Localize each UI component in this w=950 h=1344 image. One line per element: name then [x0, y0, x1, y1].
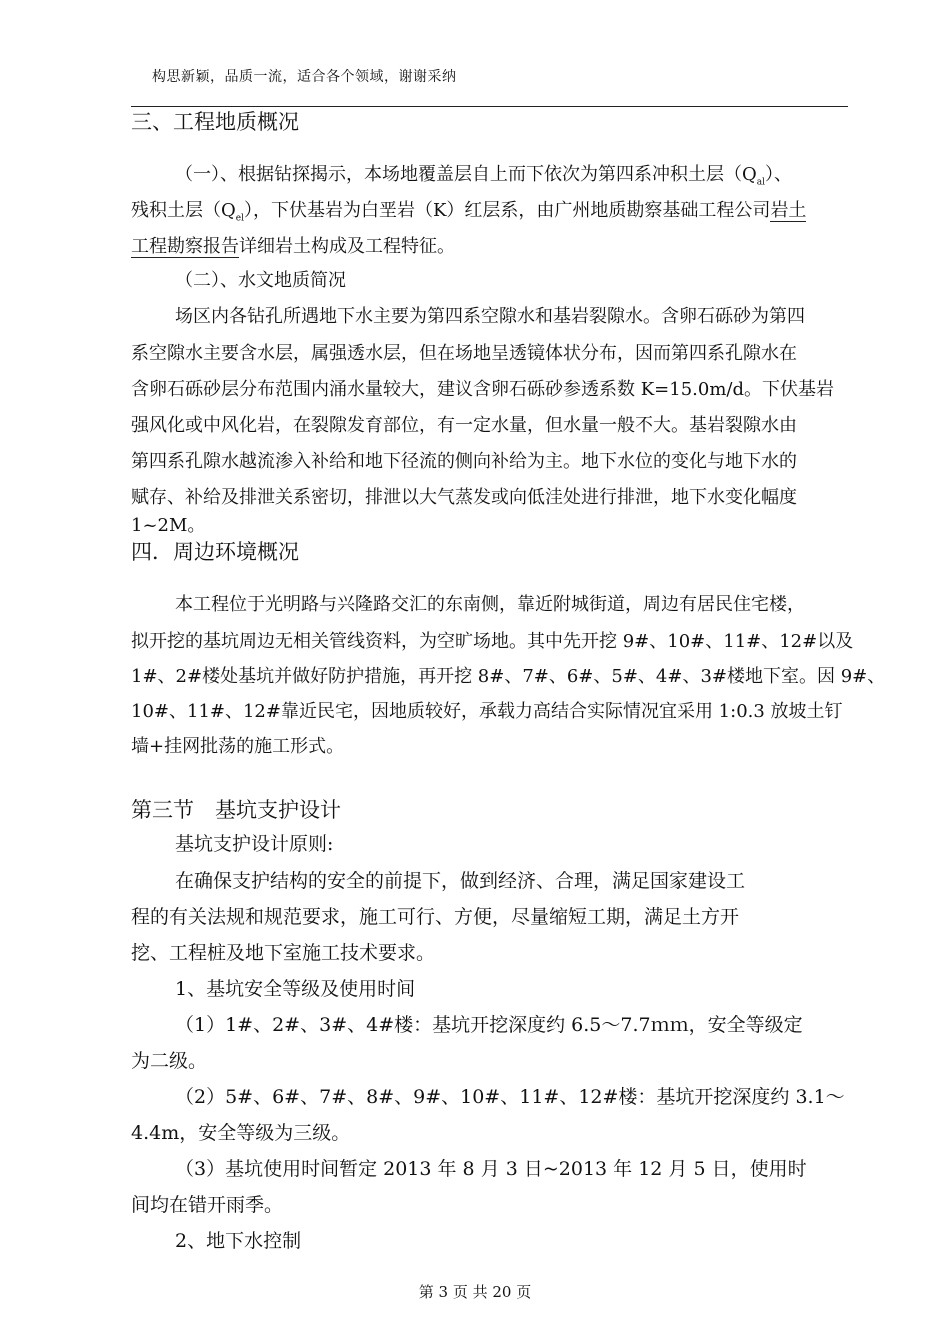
text-run: ）、 — [765, 164, 793, 185]
report-link[interactable]: 岩土 — [770, 200, 807, 221]
text-run: ），下伏基岩为白垩岩（K）红层系，由广州地质勘察基础工程公司 — [243, 200, 771, 221]
environment-line: 拟开挖的基坑周边无相关管线资料，为空旷场地。其中先开挖 9#、10#、11#、12#以及 — [131, 631, 854, 652]
header-note: 构思新颖，品质一流，适合各个领域，谢谢采纳 — [152, 69, 457, 85]
environment-line: 10#、11#、12#靠近民宅，因地质较好，承载力高结合实际情况宜采用 1:0.3 放坡土钉 — [131, 701, 843, 722]
item-line: 为二级。 — [131, 1050, 208, 1072]
hydrology-line: 系空隙水主要含水层，属强透水层，但在场地呈透镜体状分布，因而第四系孔隙水在 — [131, 343, 797, 364]
hydrology-line: 赋存、补给及排泄关系密切，排泄以大气蒸发或向低洼处进行排泄，地下水变化幅度 — [131, 487, 797, 508]
item-line: 间均在错开雨季。 — [131, 1194, 284, 1216]
geology-para1-line3 — [131, 232, 455, 258]
hydrology-line: 场区内各钻孔所遇地下水主要为第四系空隙水和基岩裂隙水。含卵石砾砂为第四 — [175, 306, 805, 327]
hydrology-line: 1~2M。 — [131, 515, 206, 536]
environment-line: 本工程位于光明路与兴隆路交汇的东南侧，靠近附城街道，周边有居民住宅楼， — [175, 594, 805, 615]
item-line: 4.4m，安全等级为三级。 — [131, 1122, 351, 1144]
design-principle-heading: 基坑支护设计原则: — [175, 833, 334, 855]
section-title-geology: 三、工程地质概况 — [131, 110, 299, 134]
subscript: al — [756, 177, 766, 188]
text-run: 残积土层（Q — [131, 200, 236, 221]
subheading-hydrology: （二）、水文地质简况 — [175, 270, 346, 291]
hydrology-line: 第四系孔隙水越流渗入补给和地下径流的侧向补给为主。地下水位的变化与地下水的 — [131, 451, 797, 472]
report-link[interactable]: 工程勘察报告 — [131, 236, 239, 257]
item-heading-safety: 1、基坑安全等级及使用时间 — [175, 978, 416, 1000]
item-line: （2）5#、6#、7#、8#、9#、10#、11#、12#楼：基坑开挖深度约 3.1～ — [175, 1086, 845, 1108]
principle-line: 在确保支护结构的安全的前提下，做到经济、合理，满足国家建设工 — [175, 870, 746, 892]
subscript: el — [235, 213, 244, 224]
section-title-environment: 四．周边环境概况 — [131, 540, 299, 564]
page-number: 第 3 页 共 20 页 — [418, 1283, 532, 1301]
principle-line: 挖、工程桩及地下室施工技术要求。 — [131, 942, 436, 964]
item-line: （3）基坑使用时间暂定 2013 年 8 月 3 日~2013 年 12 月 5 日，使用时 — [175, 1158, 807, 1180]
principle-line: 程的有关法规和规范要求，施工可行、方便，尽量缩短工期，满足土方开 — [131, 906, 740, 928]
geology-para1-line1 — [175, 160, 792, 188]
item-heading-groundwater: 2、地下水控制 — [175, 1230, 302, 1252]
item-line: （1）1#、2#、3#、4#楼：基坑开挖深度约 6.5～7.7ｍｍ，安全等级定 — [175, 1014, 803, 1036]
environment-line: 1#、2#楼处基坑并做好防护措施，再开挖 8#、7#、6#、5#、4#、3#楼地下室。因 9#、 — [131, 666, 886, 687]
environment-line: 墙+挂网批荡的施工形式。 — [131, 736, 345, 757]
section-title-pit-support: 第三节 基坑支护设计 — [131, 798, 341, 822]
text-run: （一）、根据钻探揭示，本场地覆盖层自上而下依次为第四系冲积土层（Q — [175, 164, 757, 185]
hydrology-line: 强风化或中风化岩，在裂隙发育部位，有一定水量，但水量一般不大。基岩裂隙水由 — [131, 415, 797, 436]
geology-para1-line2 — [131, 196, 806, 224]
hydrology-line: 含卵石砾砂层分布范围内涌水量较大，建议含卵石砾砂参透系数 K=15.0m/d。下伏基岩 — [131, 379, 834, 400]
text-run: 详细岩土构成及工程特征。 — [239, 236, 455, 257]
